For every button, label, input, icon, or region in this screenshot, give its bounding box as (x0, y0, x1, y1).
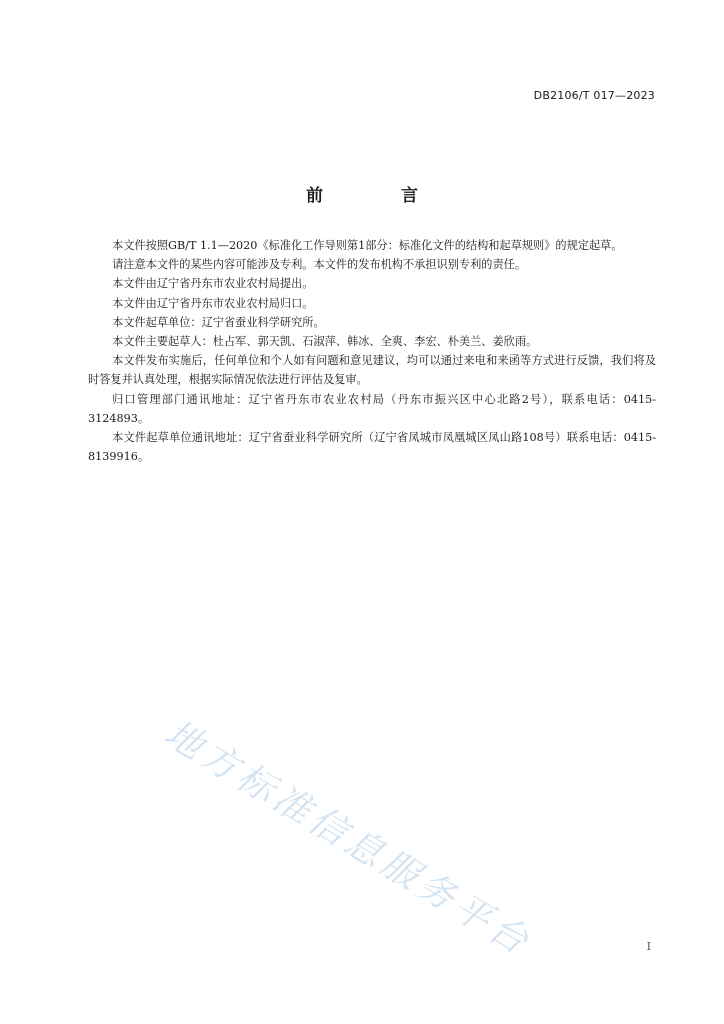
page-number: I (646, 940, 651, 953)
paragraph-drafting-rules: 本文件按照GB/T 1.1—2020《标准化工作导则第1部分：标准化文件的结构和起草规则》的规定起草。 (112, 239, 623, 252)
paragraph-patent-notice: 请注意本文件的某些内容可能涉及专利。本文件的发布机构不承担识别专利的责任。 (112, 258, 527, 272)
document-code: DB2106/T 017—2023 (533, 89, 655, 102)
page-title: 前 言 (306, 186, 454, 206)
paragraph-feedback: 本文件发布实施后，任何单位和个人如有问题和意见建议，均可以通过来电和来函等方式进行反馈，我们将及时答复并认真处理，根据实际情况依法进行评估及复审。 (88, 354, 656, 387)
paragraph-centralized-by: 本文件由辽宁省丹东市农业农村局归口。 (112, 296, 314, 310)
foreword-body (88, 236, 656, 466)
paragraph-proposed-by: 本文件由辽宁省丹东市农业农村局提出。 (112, 277, 314, 291)
paragraph-management-address: 归口管理部门通讯地址：辽宁省丹东市农业农村局（丹东市振兴区中心北路2号），联系电话：0415-3124893。 (88, 392, 656, 425)
paragraph-drafting-unit-address: 本文件起草单位通讯地址：辽宁省蚕业科学研究所（辽宁省凤城市凤凰城区凤山路108号）联系电话：0415-8139916。 (88, 431, 656, 464)
paragraph-drafters: 本文件主要起草人：杜占军、郭天凯、石淑萍、韩冰、全爽、李宏、朴美兰、姜欣雨。 (112, 335, 538, 349)
paragraph-drafting-unit: 本文件起草单位：辽宁省蚕业科学研究所。 (112, 315, 325, 329)
watermark: 地方标准信息服务平台 (157, 711, 540, 965)
